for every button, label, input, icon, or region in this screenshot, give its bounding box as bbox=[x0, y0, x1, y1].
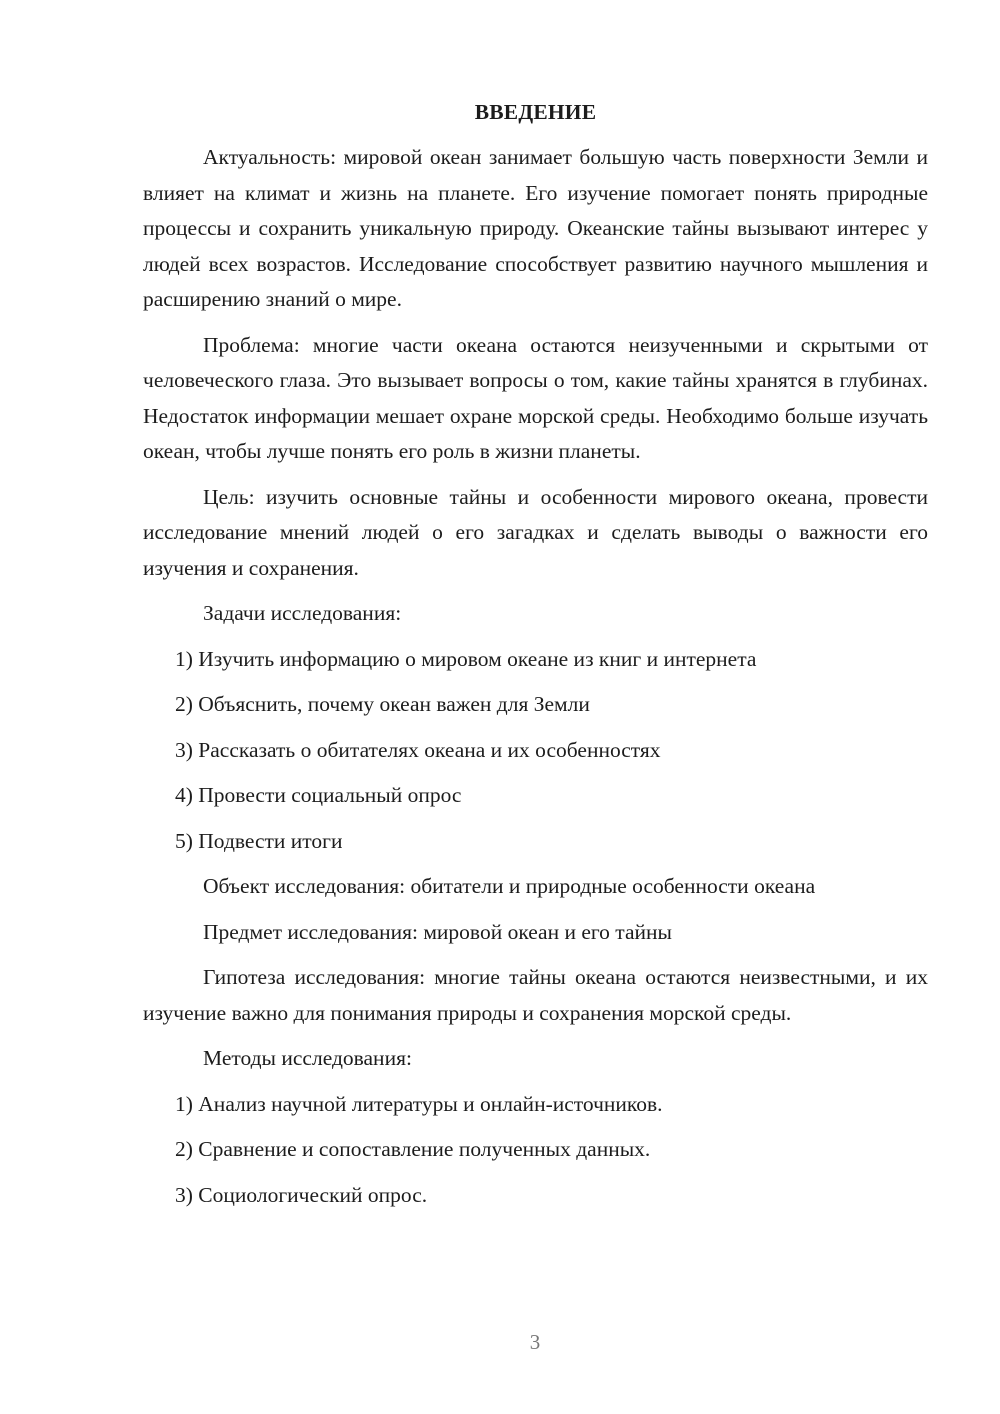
methods-title: Методы исследования: bbox=[203, 1046, 412, 1070]
task-item: 3) Рассказать о обитателях океана и их особенностях bbox=[175, 737, 661, 762]
goal-paragraph: Цель: изучить основные тайны и особенности мирового океана, провести исследование мнений людей о его загадках и сделать выводы о важности его изучения и сохранения. bbox=[143, 484, 928, 580]
task-item: 1) Изучить информацию о мировом океане из книг и интернета bbox=[175, 646, 757, 671]
section-heading: ВВЕДЕНИЕ bbox=[474, 100, 597, 124]
problem-paragraph: Проблема: многие части океана остаются неизученными и скрытыми от человеческого глаза. Это вызывает вопросы о том, какие тайны хранятся в глубинах. Недостаток информации мешает охране морской среды. Необходимо больше изучать океан, чтобы лучше понять его роль в жизни планеты. bbox=[143, 332, 928, 463]
hypothesis-paragraph: Гипотеза исследования: многие тайны океана остаются неизвестными, и их изучение важно для понимания природы и сохранения морской среды. bbox=[143, 965, 928, 1025]
task-item: 4) Провести социальный опрос bbox=[175, 783, 462, 807]
relevance-paragraph: Актуальность: мировой океан занимает большую часть поверхности Земли и влияет на климат и жизнь на планете. Его изучение помогает понять природные процессы и сохранить уникальную природу. Океанские тайны вызывают интерес у людей всех возрастов. Исследование способствует развитию научного мышления и расширению знаний о мире. bbox=[143, 145, 928, 311]
page-number: 3 bbox=[529, 1330, 541, 1354]
research-subject: Предмет исследования: мировой океан и его тайны bbox=[203, 919, 672, 944]
method-item: 1) Анализ научной литературы и онлайн-источников. bbox=[175, 1091, 663, 1116]
page-content bbox=[143, 95, 928, 1223]
tasks-title: Задачи исследования: bbox=[203, 601, 402, 625]
task-item: 5) Подвести итоги bbox=[175, 828, 343, 853]
method-item: 2) Сравнение и сопоставление полученных данных. bbox=[175, 1137, 651, 1161]
research-object: Объект исследования: обитатели и природные особенности океана bbox=[203, 874, 816, 898]
method-item: 3) Социологический опрос. bbox=[175, 1182, 428, 1207]
task-item: 2) Объяснить, почему океан важен для Земли bbox=[175, 692, 590, 716]
